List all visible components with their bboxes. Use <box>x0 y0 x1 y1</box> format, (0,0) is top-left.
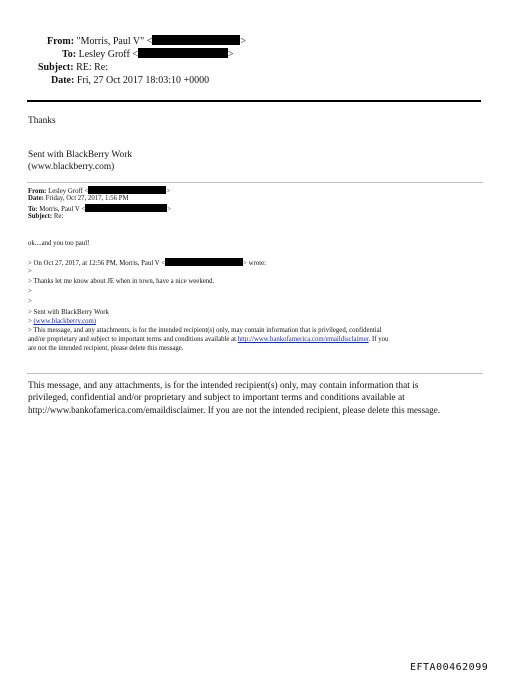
reply-signature-line1: Sent with BlackBerry Work <box>28 150 133 160</box>
quoted-to-close: > <box>167 206 172 213</box>
quoted-body-line <box>28 258 266 269</box>
quoted-from-label: From: <box>28 188 47 195</box>
quoted-body-line: > Thanks let me know about JE when in town, have a nice weekend. <box>28 278 215 285</box>
quoted-attribution: > On Oct 27, 2017, at 12:56 PM, Morris, Paul V < <box>28 260 166 267</box>
quoted-body-line: > Sent with BlackBerry Work <box>28 309 109 316</box>
redaction-box <box>85 204 167 212</box>
redaction-box <box>152 35 240 45</box>
quoted-divider <box>27 182 483 183</box>
quoted-subject-row <box>28 213 63 222</box>
header-to-row <box>62 48 234 61</box>
header-from-close: > <box>240 36 247 47</box>
disclaimer-link[interactable]: http://www.bankofamerica.com/emaildisclaimer <box>237 336 369 343</box>
header-date-value: Fri, 27 Oct 2017 18:03:10 +0000 <box>76 75 210 86</box>
redaction-box <box>88 186 166 194</box>
disclaimer-text: . If you <box>368 336 389 343</box>
header-to-value: Lesley Groff < <box>78 49 138 60</box>
quoted-body-line <box>28 318 96 327</box>
footer-disclaimer-line2: privileged, confidential and/or proprietary and subject to important terms and conditions available at <box>28 393 405 403</box>
quoted-from-value: Lesley Groff < <box>48 188 89 195</box>
reply-greeting: Thanks <box>28 116 56 126</box>
quoted-subject-label: Subject: <box>28 213 53 220</box>
header-divider <box>27 100 481 102</box>
quoted-date-value: Friday, Oct 27, 2017, 1:56 PM <box>45 195 129 202</box>
quoted-date-label: Date: <box>28 195 44 202</box>
quoted-disclaimer-line1: > This message, and any attachments, is for the intended recipient(s) only, may contain information that is privileged, confidential <box>28 327 382 334</box>
quoted-body-line: ok....and you too paul! <box>28 240 90 247</box>
quoted-from-close: > <box>166 188 171 195</box>
quote-marker: > <box>28 318 34 325</box>
redaction-box <box>138 48 228 58</box>
header-from-value: "Morris, Paul V" < <box>76 36 153 47</box>
quoted-body-line: > <box>28 298 32 305</box>
redaction-box <box>165 258 243 266</box>
header-subject-row <box>38 61 108 74</box>
quoted-to-value: Morris, Paul V < <box>39 206 86 213</box>
header-subject-label: Subject: <box>38 62 74 73</box>
footer-divider <box>27 373 483 374</box>
footer-disclaimer-line3: http://www.bankofamerica.com/emaildisclaimer. If you are not the intended recipient, please delete this message. <box>28 405 441 415</box>
blackberry-link[interactable]: (www.blackberry.com) <box>33 318 97 325</box>
quoted-disclaimer-line2 <box>28 336 388 345</box>
header-date-row <box>51 74 209 87</box>
quoted-attribution-end: > wrote: <box>243 260 267 267</box>
quoted-date-row <box>28 195 129 204</box>
quoted-body-line: > <box>28 268 32 275</box>
reply-signature-line2: (www.blackberry.com) <box>28 162 115 172</box>
header-subject-value: RE: Re: <box>76 62 109 73</box>
header-from-label: From: <box>47 36 75 47</box>
quoted-disclaimer-line3: are not the intended recipient, please delete this message. <box>28 345 184 352</box>
quoted-to-label: To: <box>28 206 38 213</box>
header-date-label: Date: <box>51 75 75 86</box>
header-to-label: To: <box>62 49 77 60</box>
quoted-subject-value: Re: <box>53 213 64 220</box>
header-to-close: > <box>227 49 234 60</box>
header-from-row <box>47 35 246 48</box>
disclaimer-text: and/or proprietary and subject to important terms and conditions available at <box>28 336 238 343</box>
footer-disclaimer-line1: This message, and any attachments, is for the intended recipient(s) only, may contain information that is <box>28 381 419 391</box>
bates-number: EFTA00462099 <box>410 662 489 673</box>
quoted-body-line: > <box>28 288 32 295</box>
